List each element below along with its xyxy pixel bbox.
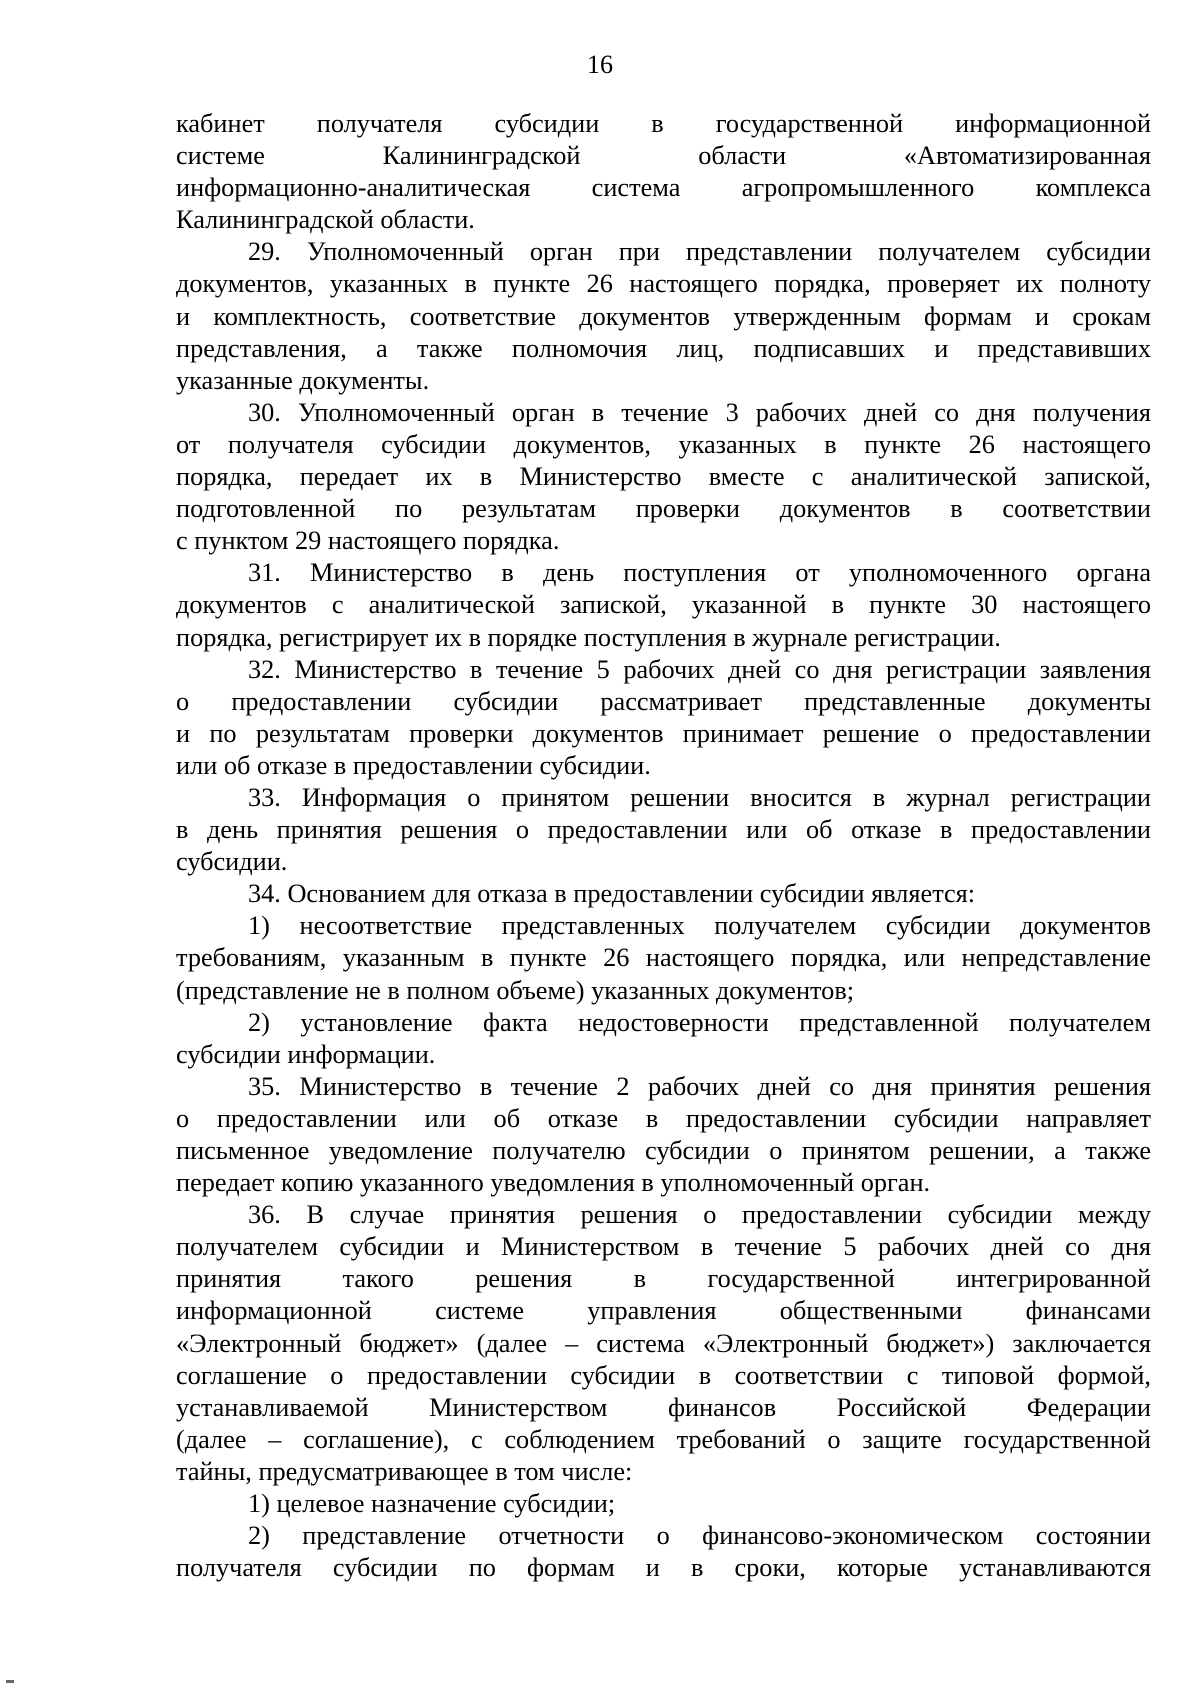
text-line: Калининградской области.: [176, 205, 475, 235]
text-line: принятия такого решения в государственной интегрированной: [176, 1264, 1151, 1294]
text-line: 29. Уполномоченный орган при представлении получателем субсидии: [248, 237, 1151, 267]
paragraph-35: [176, 1071, 1151, 1199]
page-number: 16: [587, 50, 613, 79]
text-line: соглашение о предоставлении субсидии в соответствии с типовой формой,: [176, 1360, 1151, 1390]
text-line: о предоставлении субсидии рассматривает представленные документы: [176, 686, 1151, 716]
text-line: 36. В случае принятия решения о предоставлении субсидии между: [248, 1200, 1151, 1230]
paragraph-32: [176, 654, 1151, 782]
text-line: и комплектность, соответствие документов утвержденным формам и срокам: [176, 301, 1151, 331]
text-line: информационной системе управления общественными финансами: [176, 1296, 1151, 1326]
text-line: кабинет получателя субсидии в государственной информационной: [176, 109, 1151, 138]
paragraph-33: [176, 782, 1151, 878]
paragraph-34-item-1: [176, 910, 1151, 1006]
text-line: 1) несоответствие представленных получателем субсидии документов: [248, 911, 1151, 941]
text-line: получателя субсидии по формам и в сроки, которые устанавливаются: [176, 1553, 1151, 1583]
text-line: с пунктом 29 настоящего порядка.: [176, 526, 560, 556]
text-line: порядка, передает их в Министерство вместе с аналитической запиской,: [176, 462, 1151, 492]
text-line: письменное уведомление получателю субсидии о принятом решении, а также: [176, 1136, 1151, 1165]
text-line: или об отказе в предоставлении субсидии.: [176, 750, 651, 780]
text-line: получателем субсидии и Министерством в течение 5 рабочих дней со дня: [176, 1232, 1151, 1262]
document-body: [176, 108, 1151, 1584]
text-line: 31. Министерство в день поступления от уполномоченного органа: [248, 558, 1151, 588]
text-line: системе Калининградской области «Автоматизированная: [176, 141, 1151, 171]
text-line: 35. Министерство в течение 2 рабочих дней со дня принятия решения: [248, 1071, 1151, 1101]
text-line: (далее – соглашение), с соблюдением требований о защите государственной: [176, 1424, 1151, 1454]
paragraph-29: [176, 236, 1151, 396]
text-line: 2) представление отчетности о финансово-экономическом состоянии: [248, 1521, 1151, 1551]
text-line: представления, а также полномочия лиц, подписавших и представивших: [176, 333, 1151, 363]
paragraph-31: [176, 557, 1151, 653]
text-line: требованиям, указанным в пункте 26 настоящего порядка, или непредставление: [176, 943, 1151, 973]
text-line: документов с аналитической запиской, указанной в пункте 30 настоящего: [176, 590, 1151, 620]
text-line: 2) установление факта недостоверности представленной получателем: [248, 1007, 1151, 1037]
text-line: 32. Министерство в течение 5 рабочих дней со дня регистрации заявления: [248, 654, 1151, 684]
text-line: передает копию указанного уведомления в уполномоченный орган.: [176, 1168, 931, 1198]
text-line: (представление не в полном объеме) указанных документов;: [176, 975, 855, 1005]
paragraph-34: [176, 878, 1151, 910]
text-line: порядка, регистрирует их в порядке поступления в журнале регистрации.: [176, 622, 1001, 652]
paragraph-30: [176, 397, 1151, 557]
text-line: 33. Информация о принятом решении вносится в журнал регистрации: [248, 782, 1151, 812]
paragraph-34-item-2: [176, 1007, 1151, 1071]
scan-margin-mark: [6, 1680, 14, 1683]
text-line: и по результатам проверки документов принимает решение о предоставлении: [176, 718, 1151, 748]
paragraph-36-item-1: [176, 1488, 1151, 1520]
text-line: 34. Основанием для отказа в предоставлении субсидии является:: [248, 879, 976, 909]
text-line: 1) целевое назначение субсидии;: [248, 1489, 616, 1519]
text-line: тайны, предусматривающее в том числе:: [176, 1456, 633, 1486]
text-line: в день принятия решения о предоставлении или об отказе в предоставлении: [176, 815, 1151, 845]
text-line: указанные документы.: [176, 365, 430, 395]
text-line: информационно-аналитическая система агропромышленного комплекса: [176, 173, 1151, 203]
text-line: подготовленной по результатам проверки документов в соответствии: [176, 494, 1151, 524]
text-line: от получателя субсидии документов, указанных в пункте 26 настоящего: [176, 429, 1151, 459]
paragraph-continuation: [176, 108, 1151, 236]
text-line: о предоставлении или об отказе в предоставлении субсидии направляет: [176, 1103, 1151, 1133]
paragraph-36: [176, 1199, 1151, 1488]
text-line: 30. Уполномоченный орган в течение 3 рабочих дней со дня получения: [248, 397, 1151, 427]
text-line: субсидии информации.: [176, 1039, 436, 1069]
text-line: «Электронный бюджет» (далее – система «Электронный бюджет») заключается: [176, 1328, 1151, 1358]
text-line: устанавливаемой Министерством финансов Российской Федерации: [176, 1392, 1151, 1422]
text-line: субсидии.: [176, 847, 288, 877]
text-line: документов, указанных в пункте 26 настоящего порядка, проверяет их полноту: [176, 269, 1151, 299]
paragraph-36-item-2: [176, 1520, 1151, 1584]
